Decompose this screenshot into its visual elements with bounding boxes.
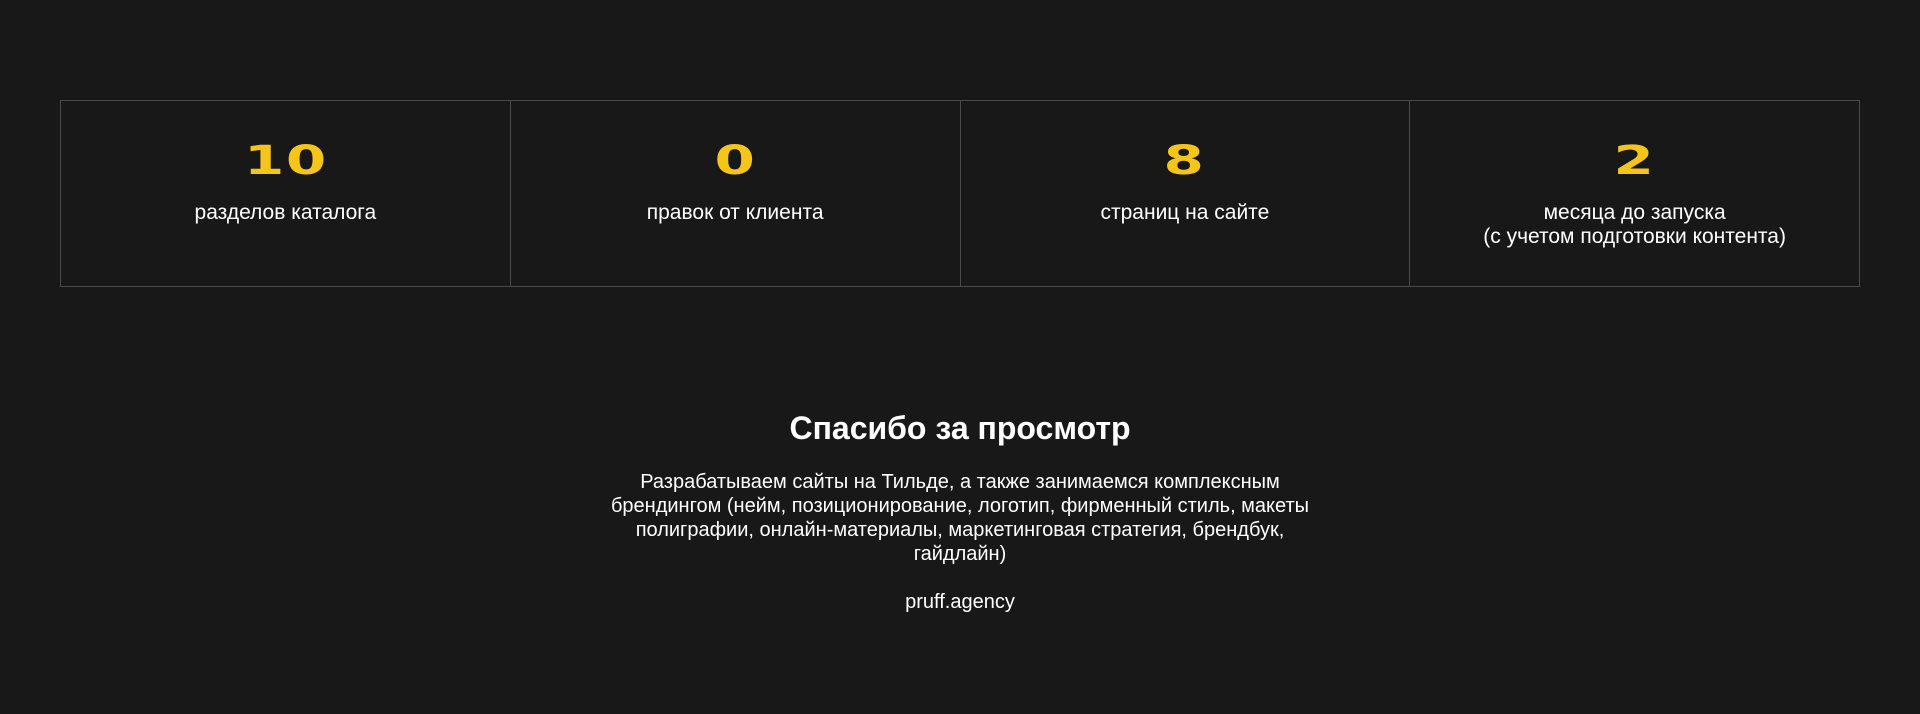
stat-catalog-sections bbox=[61, 101, 511, 286]
stat-label: месяца до запуска (с учетом подготовки контента) bbox=[1483, 201, 1786, 248]
stat-label: разделов каталога bbox=[194, 201, 377, 224]
stat-months-to-launch bbox=[1410, 101, 1859, 286]
thanks-description: Разрабатываем сайты на Тильде, а также занимаемся комплексным брендингом (нейм, позиционирование, логотип, фирменный стиль, макеты полиграфии, онлайн-материалы, маркетинговая стратегия, брендбук, гайдлайн) bbox=[610, 471, 1310, 565]
stats-grid bbox=[60, 100, 1860, 287]
stat-client-edits bbox=[511, 101, 961, 286]
stat-label: правок от клиента bbox=[646, 201, 824, 224]
stat-number: 8 bbox=[1163, 138, 1206, 184]
stat-number: 2 bbox=[1613, 138, 1656, 184]
thanks-section bbox=[0, 408, 1920, 614]
thanks-title: Спасибо за просмотр bbox=[789, 410, 1131, 446]
agency-site-link[interactable]: pruff.agency bbox=[905, 591, 1015, 613]
stat-number: 0 bbox=[714, 138, 757, 184]
stat-number: 10 bbox=[243, 138, 328, 184]
stat-site-pages bbox=[961, 101, 1411, 286]
stat-label: страниц на сайте bbox=[1100, 201, 1270, 224]
